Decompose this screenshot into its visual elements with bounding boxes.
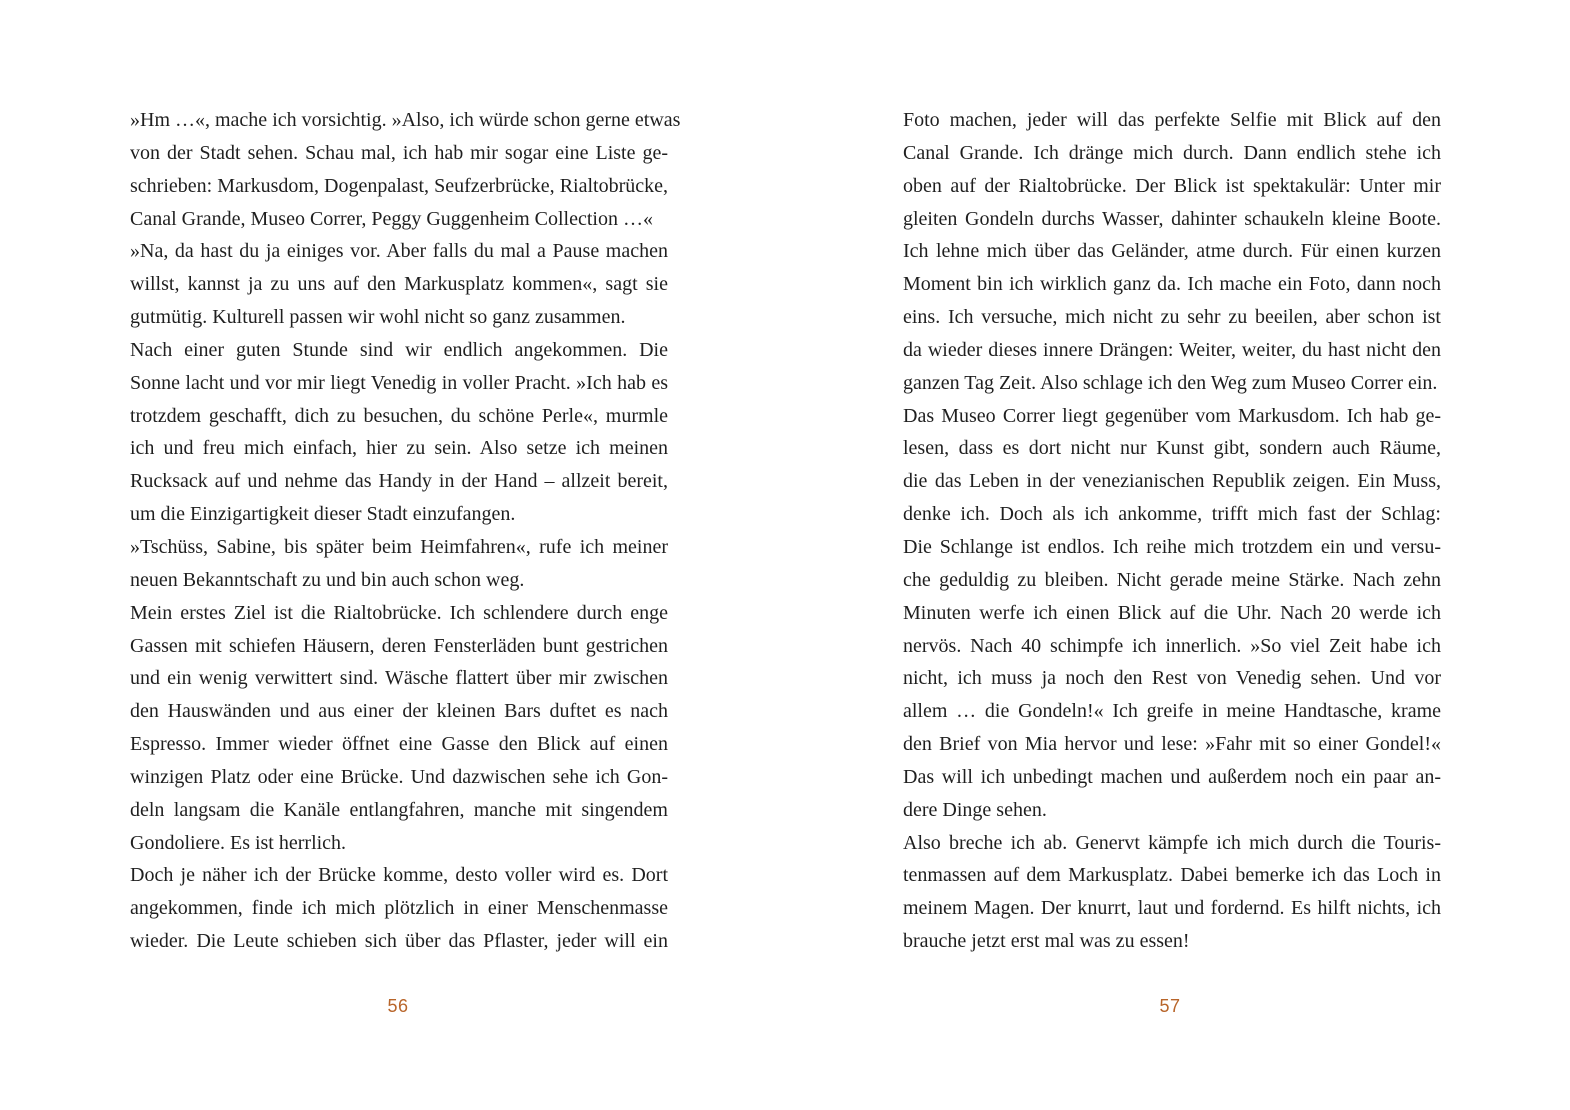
text-line: Mein erstes Ziel ist die Rialtobrücke. Ich schlendere durch enge <box>130 601 668 624</box>
text-line: Nach einer guten Stunde sind wir endlich angekommen. Die <box>130 338 668 361</box>
text-line: trotzdem geschafft, dich zu besuchen, du schöne Perle«, murmle <box>130 404 668 427</box>
text-line: deln langsam die Kanäle entlangfahren, manche mit singendem <box>130 798 668 821</box>
text-line: Foto machen, jeder will das perfekte Selfie mit Blick auf den <box>903 109 1441 131</box>
text-line: brauche jetzt erst mal was zu essen! <box>903 930 1190 953</box>
text-line: eins. Ich versuche, mich nicht zu sehr zu beeilen, aber schon ist <box>903 306 1441 329</box>
text-line: da wieder dieses innere Drängen: Weiter, weiter, du hast nicht den <box>903 338 1441 361</box>
text-line: meinem Magen. Der knurrt, laut und fordernd. Es hilft nichts, ich <box>903 897 1441 920</box>
text-line: gleiten Gondeln durchs Wasser, dahinter schaukeln kleine Boote. <box>903 207 1441 230</box>
text-line: nicht, ich muss ja noch den Rest von Venedig sehen. Und vor <box>903 667 1441 690</box>
text-line: Espresso. Immer wieder öffnet eine Gasse den Blick auf einen <box>130 733 668 756</box>
text-line: oben auf der Rialtobrücke. Der Blick ist spektakulär: Unter mir <box>903 174 1441 197</box>
text-line: Canal Grande, Museo Correr, Peggy Guggenheim Collection …« <box>130 207 653 230</box>
text-line: winzigen Platz oder eine Brücke. Und dazwischen sehe ich Gon- <box>130 765 668 788</box>
text-line: von der Stadt sehen. Schau mal, ich hab mir sogar eine Liste ge- <box>130 141 668 164</box>
text-line: neuen Bekanntschaft zu und bin auch schon weg. <box>130 568 525 591</box>
text-line: Das Museo Correr liegt gegenüber vom Markusdom. Ich hab ge- <box>903 404 1441 427</box>
text-line: willst, kannst ja zu uns auf den Markusplatz kommen«, sagt sie <box>130 273 668 296</box>
text-line: den Brief von Mia hervor und lese: »Fahr mit so einer Gondel!« <box>903 733 1441 756</box>
page-number-right: 57 <box>1159 996 1181 1016</box>
text-line: Die Schlange ist endlos. Ich reihe mich trotzdem ein und versu- <box>903 535 1441 558</box>
text-line: »Hm …«, mache ich vorsichtig. »Also, ich würde schon gerne etwas <box>130 109 681 131</box>
text-line: dere Dinge sehen. <box>903 798 1047 821</box>
text-line: Gondoliere. Es ist herrlich. <box>130 831 347 854</box>
text-line: allem … die Gondeln!« Ich greife in meine Handtasche, krame <box>903 700 1441 723</box>
text-line: lesen, dass es dort nicht nur Kunst gibt, sondern auch Räume, <box>903 437 1441 460</box>
text-line: angekommen, finde ich mich plötzlich in einer Menschenmasse <box>130 897 668 920</box>
text-line: den Hauswänden und aus einer der kleinen Bars duftet es nach <box>130 700 668 723</box>
right-page-body <box>903 104 1441 958</box>
text-line: Sonne lacht und vor mir liegt Venedig in voller Pracht. »Ich hab es <box>130 371 668 394</box>
text-line: Ich lehne mich über das Geländer, atme durch. Für einen kurzen <box>903 240 1441 263</box>
text-line: Das will ich unbedingt machen und außerdem noch ein paar an- <box>903 765 1441 788</box>
text-line: wieder. Die Leute schieben sich über das Pflaster, jeder will ein <box>130 930 668 953</box>
text-line: Also breche ich ab. Genervt kämpfe ich mich durch die Touris- <box>903 831 1441 854</box>
text-line: Doch je näher ich der Brücke komme, desto voller wird es. Dort <box>130 864 668 887</box>
left-page-body <box>130 104 681 958</box>
text-line: und ein wenig verwittert sind. Wäsche flattert über mir zwischen <box>130 667 668 690</box>
page-number-left: 56 <box>387 996 409 1016</box>
text-line: Canal Grande. Ich dränge mich durch. Dann endlich stehe ich <box>903 141 1441 164</box>
text-line: die das Leben in der venezianischen Republik zeigen. Ein Muss, <box>903 470 1441 493</box>
text-line: »Na, da hast du ja einiges vor. Aber falls du mal a Pause machen <box>130 240 668 263</box>
text-line: schrieben: Markusdom, Dogenpalast, Seufzerbrücke, Rialtobrücke, <box>130 174 668 197</box>
text-line: um die Einzigartigkeit dieser Stadt einzufangen. <box>130 503 516 526</box>
text-line: »Tschüss, Sabine, bis später beim Heimfahren«, rufe ich meiner <box>130 535 668 558</box>
text-line: Moment bin ich wirklich ganz da. Ich mache ein Foto, dann noch <box>903 273 1441 296</box>
text-line: denke ich. Doch als ich ankomme, trifft mich fast der Schlag: <box>903 503 1441 526</box>
text-line: che geduldig zu bleiben. Nicht gerade meine Stärke. Nach zehn <box>903 568 1441 591</box>
text-line: gutmütig. Kulturell passen wir wohl nicht so ganz zusammen. <box>130 306 626 329</box>
text-line: Gassen mit schiefen Häusern, deren Fensterläden bunt gestrichen <box>130 634 668 657</box>
text-line: nervös. Nach 40 schimpfe ich innerlich. »So viel Zeit habe ich <box>903 634 1441 657</box>
text-line: Minuten werfe ich einen Blick auf die Uhr. Nach 20 werde ich <box>903 601 1441 624</box>
text-line: Rucksack auf und nehme das Handy in der Hand – allzeit bereit, <box>130 470 668 493</box>
text-line: ich und freu mich einfach, hier zu sein. Also setze ich meinen <box>130 437 668 460</box>
text-line: tenmassen auf dem Markusplatz. Dabei bemerke ich das Loch in <box>903 864 1441 887</box>
text-line: ganzen Tag Zeit. Also schlage ich den Weg zum Museo Correr ein. <box>903 371 1438 394</box>
